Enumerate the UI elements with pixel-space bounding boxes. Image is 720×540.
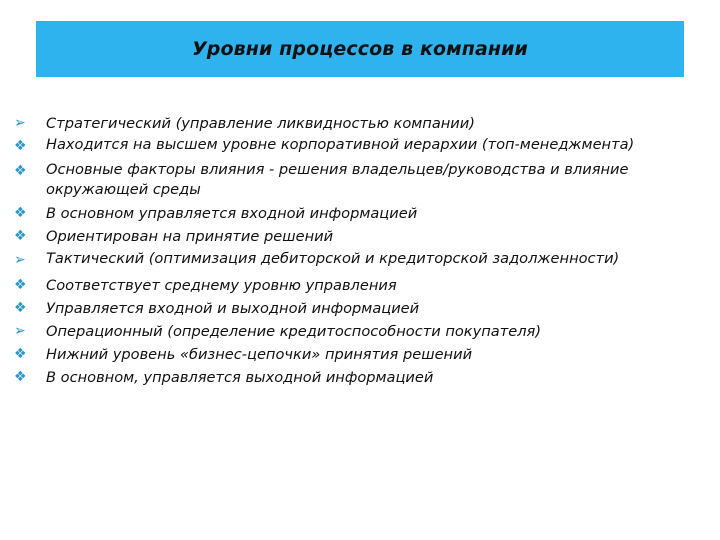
list-item <box>14 135 694 160</box>
list-item <box>14 274 694 297</box>
title-bar <box>36 21 684 77</box>
list-item <box>14 366 694 389</box>
list-item <box>14 297 694 320</box>
diamond-icon: ❖ <box>14 346 27 363</box>
slide-title: Уровни процессов в компании <box>192 38 528 60</box>
arrow-icon: ➢ <box>14 251 26 268</box>
list-item-text: Стратегический (управление ликвидностью компании) <box>46 115 475 132</box>
list-item <box>14 160 694 202</box>
list-item <box>14 249 694 274</box>
diamond-icon: ❖ <box>14 299 27 316</box>
list-item-text: Нижний уровень «бизнес-цепочки» принятия решений <box>46 346 473 364</box>
list-item <box>14 343 694 366</box>
list-item-text: Основные факторы влияния - решения владельцев/руководства и влияние окружающей среды <box>46 161 629 198</box>
list-item-text: Соответствует среднему уровню управления <box>46 276 397 294</box>
diamond-icon: ❖ <box>14 276 27 293</box>
arrow-icon: ➢ <box>14 115 26 131</box>
diamond-icon: ❖ <box>14 163 27 180</box>
diamond-icon: ❖ <box>14 369 27 386</box>
diamond-icon: ❖ <box>14 228 27 245</box>
arrow-icon: ➢ <box>14 323 26 340</box>
list-item-text: Тактический (оптимизация дебиторской и кредиторской задолженности) <box>46 249 620 267</box>
list-item-text: Ориентирован на принятие решений <box>46 228 334 246</box>
list-item-text: Операционный (определение кредитоспособности покупателя) <box>46 323 542 341</box>
list-item-text: Находится на высшем уровне корпоративной иерархии (топ-менеджмента) <box>46 136 635 154</box>
list-item-text: Управляется входной и выходной информацией <box>46 299 420 317</box>
bullet-list <box>14 112 694 390</box>
list-item <box>14 112 694 135</box>
diamond-icon: ❖ <box>14 138 27 155</box>
diamond-icon: ❖ <box>14 205 27 222</box>
list-item <box>14 320 694 343</box>
list-item <box>14 202 694 225</box>
list-item-text: В основном, управляется выходной информацией <box>46 369 434 387</box>
list-item <box>14 225 694 248</box>
list-item-text: В основном управляется входной информацией <box>46 205 418 223</box>
